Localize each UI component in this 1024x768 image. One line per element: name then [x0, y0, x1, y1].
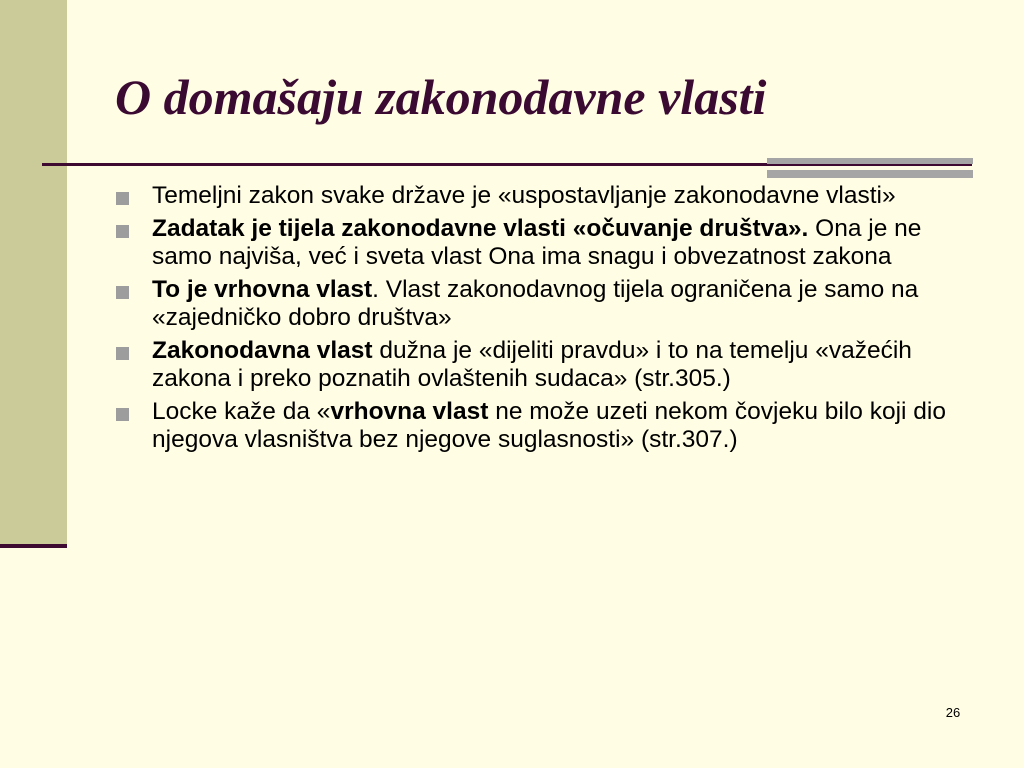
side-band: [0, 0, 67, 545]
bullet-text: Ona je ne samo najviša, već i sveta vlast Ona ima snagu i obvezatnost zakona: [152, 214, 922, 270]
bullet-item: [115, 182, 985, 211]
bullet-list: [115, 182, 985, 459]
bullet-text: Locke kaže da «: [152, 397, 331, 425]
side-divider-line: [0, 544, 67, 548]
bullet-text: Temeljni zakon svake države je «uspostavljanje zakonodavne vlasti»: [152, 182, 896, 209]
square-bullet-icon: [116, 408, 129, 421]
page-number: 26: [945, 705, 961, 720]
slide-title: O domašaju zakonodavne vlasti: [115, 69, 767, 125]
square-bullet-icon: [116, 225, 129, 238]
bullet-item: [115, 276, 985, 333]
bullet-item: [115, 215, 985, 272]
bullet-item: [115, 398, 985, 455]
title-accent-bar-top: [767, 158, 973, 164]
title-accent-bar-bottom: [767, 170, 973, 178]
bullet-text: ne može uzeti nekom čovjeku bilo koji dio njegova vlasništva bez njegove suglasnosti» (str.307.): [152, 397, 946, 453]
square-bullet-icon: [116, 192, 129, 205]
bullet-bold-text: Zakonodavna vlast: [152, 336, 373, 364]
bullet-item: [115, 337, 985, 394]
bullet-bold-text: vrhovna vlast: [330, 397, 489, 425]
bullet-bold-text: Zadatak je tijela zakonodavne vlasti «očuvanje društva».: [152, 214, 809, 242]
square-bullet-icon: [116, 347, 129, 360]
bullet-bold-text: To je vrhovna vlast: [152, 275, 373, 303]
bullet-text: . Vlast zakonodavnog tijela ograničena je samo na «zajedničko dobro društva»: [152, 275, 919, 331]
bullet-text: dužna je «dijeliti pravdu» i to na temelju «važećih zakona i preko poznatih ovlaštenih sudaca» (str.305.): [152, 336, 912, 392]
square-bullet-icon: [116, 286, 129, 299]
